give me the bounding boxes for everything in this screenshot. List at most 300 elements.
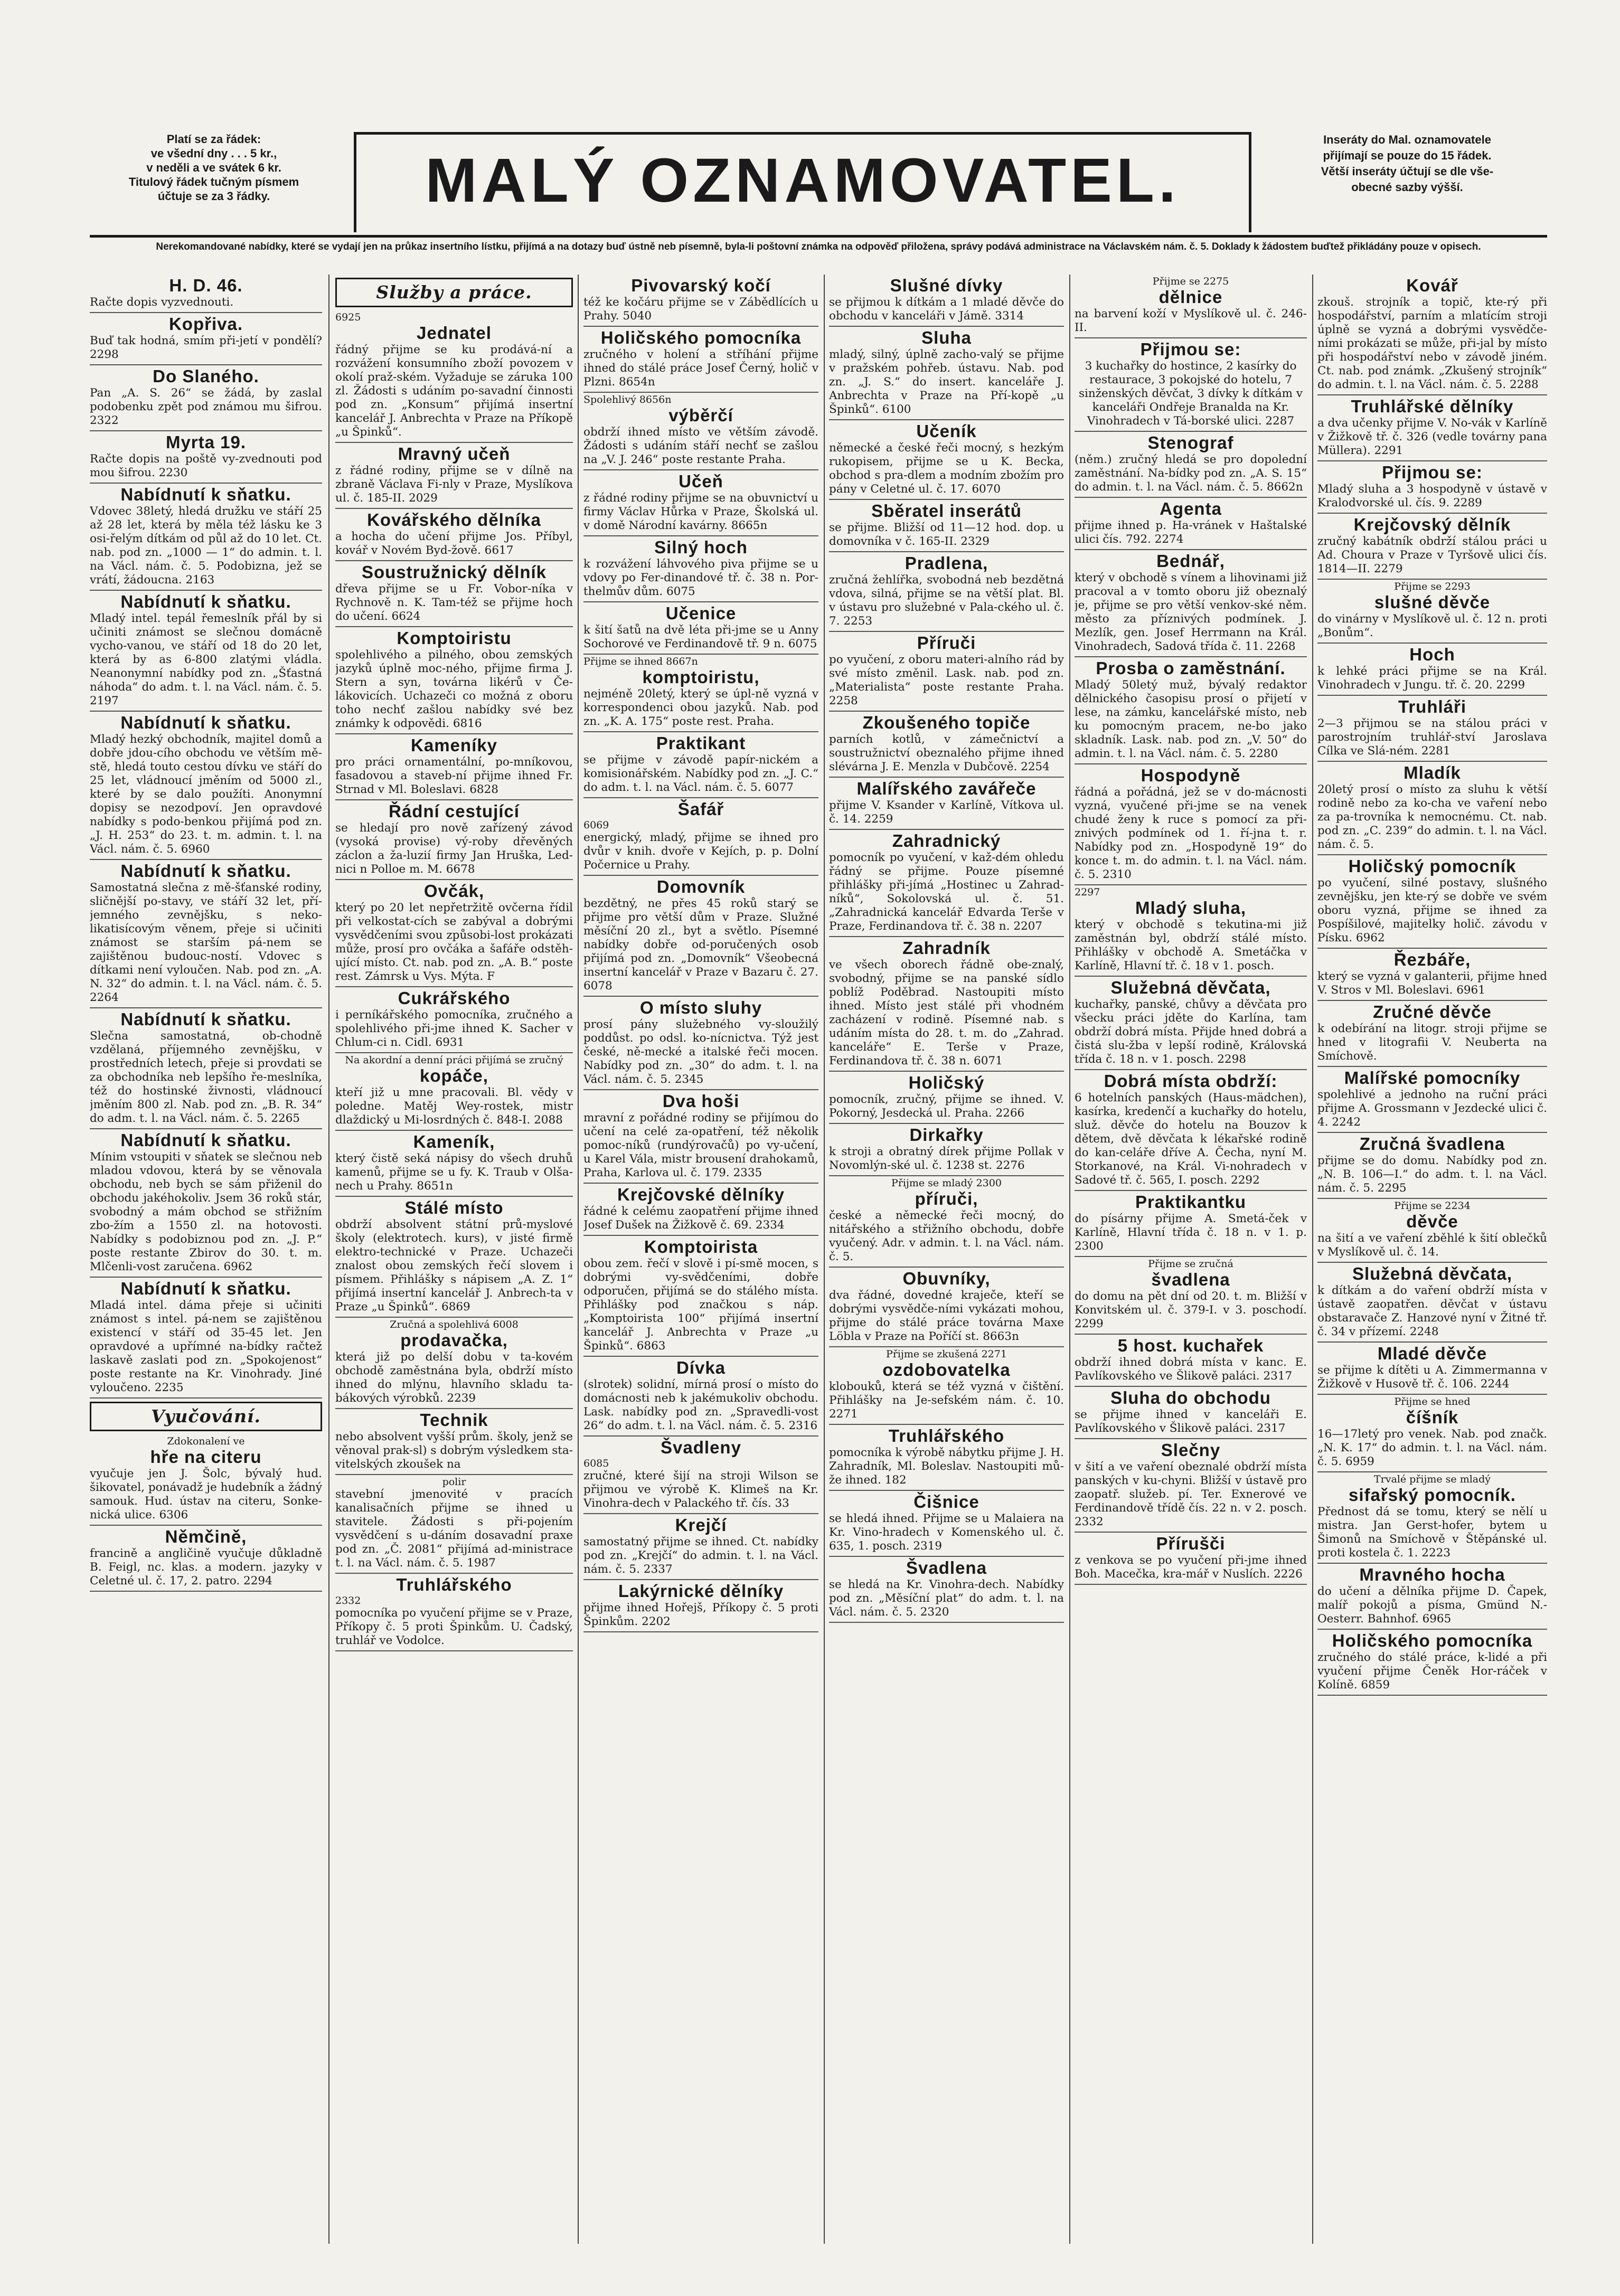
ad-pretext: Přijme se zručná	[1148, 1258, 1233, 1270]
column-3	[583, 275, 818, 2244]
ad-heading: Kameník,	[413, 1132, 495, 1151]
ad-text: se přijme ihned v kanceláři E. Pavlíkovského v Šlikově paláci. 2317	[1075, 1408, 1307, 1435]
ad-heading: Čišnice	[913, 1492, 979, 1511]
ad-text: se hledají pro nově zařízený závod (vysoká provise) vý-roby dřevěných záclon a ža-luzií firmy Jan Hruška, Led-nici n Polloe m. M. 6678	[335, 821, 573, 876]
classified-ad	[829, 552, 1064, 632]
ad-heading: Praktikantku	[1135, 1192, 1247, 1212]
classified-ad	[335, 734, 573, 800]
ad-heading: Přijmou se:	[1140, 339, 1241, 359]
ad-heading: Mladé děvče	[1377, 1344, 1487, 1363]
ad-heading: Krejčovské dělníky	[617, 1185, 785, 1204]
ad-heading: Praktikant	[656, 733, 746, 753]
classified-ad	[335, 987, 573, 1053]
classified-ad	[829, 275, 1064, 327]
ad-heading: Nabídnutí k sňatku.	[120, 1009, 291, 1029]
ad-heading: Truhlářské dělníky	[1351, 396, 1514, 416]
ad-heading: sifařský pomocník.	[1349, 1485, 1516, 1505]
ad-heading: Zkoušeného topiče	[862, 713, 1031, 732]
ad-text: bezdětný, ne přes 45 roků starý se přijme pro větší dům v Praze. Služné měsíční 20 zl., byt a světlo. Písemné nabídky dobře od-poručených osob přijímá pod zn. „Domovník“ Všeobecná insertní kancelář v Praze v Bazaru č. 27. 6078	[583, 897, 818, 993]
ad-heading: Malířské pomocníky	[1344, 1068, 1521, 1088]
ad-text: Buď tak hodná, smím při-jetí v pondělí? 2298	[90, 334, 322, 361]
classified-ad	[829, 1425, 1064, 1491]
ad-heading: Slečny	[1161, 1440, 1221, 1460]
ad-text: zručné, které šijí na stroji Wilson se přijmou ve výrobě K. Klimeš na Kr. Vinohra-dech v Palackého tř. čís. 33	[583, 1469, 818, 1510]
ad-text: parních kotlů, v zámečnictví a soustružnictví obeznalého přijme ihned slévárna J. E. Menzla v Dubčově. 2254	[829, 733, 1064, 773]
ad-heading: švadlena	[1151, 1270, 1230, 1289]
classified-ad	[1317, 1263, 1547, 1343]
ad-text: přijme se do domu. Nabídky pod zn. „N. B. 106—I.“ do adm. t. l. na Václ. nám. č. 5. 2295	[1317, 1154, 1547, 1195]
classified-ad	[829, 1268, 1064, 1347]
ad-heading: Slušné dívky	[890, 276, 1003, 295]
ad-heading: Lakýrnické dělníky	[618, 1581, 784, 1601]
classified-ad	[583, 732, 818, 798]
ad-text: dva řádné, dovedné kraječe, kteří se dobrými vysvědče-ními vykázati mohou, přijme do stálé práce továrna Maxe Löbla v Praze na Poříčí st. 8663n	[829, 1289, 1064, 1343]
ad-text: též ke kočáru přijme se v Zábědlících u Prahy. 5040	[583, 296, 818, 323]
ad-text: pomocníka po vyučení přijme se v Praze, Příkopy č. 5 proti Špinkům. U. Čadský, truhlář ve Vodolce.	[335, 1607, 573, 1647]
classified-ad	[90, 860, 322, 1008]
ad-text: Samostatná slečna z mě-šťanské rodiny, sličnější po-stavy, ve stáří 32 let, pří-jemného zevnějšku, s neko-likatisícovým věnem, přeje si učiniti známost se starším pá-nem se zajištěnou budouc-ností. Vdovec s dítkami není vyloučen. Nab. pod zn. „A. N. 32“ do admin. t. l. na Václ. nám. č. 5. 2264	[90, 881, 322, 1004]
ad-heading: Technik	[420, 1410, 488, 1430]
ad-heading: Truhláři	[1398, 697, 1467, 716]
ad-heading: kopáče,	[420, 1066, 488, 1085]
ad-text: 3 kuchařky do hostince, 2 kasírky do restaurace, 3 pokojské do hotelu, 7 sinženských děvčat, 3 dívky k dítkám v kanceláři Ondřeje Branalda na Kr. Vinohradech v Tá-borské ulici. 2287	[1078, 360, 1303, 428]
ad-text: nebo absolvent vyšší prům. školy, jenž se věnoval prak-sl) s dobrým výsledkem sta-vitelských zkoušek na	[335, 1430, 573, 1471]
ad-heading: Krejčovský dělník	[1353, 515, 1511, 534]
classified-ad	[829, 1491, 1064, 1557]
classified-ad	[1317, 1472, 1547, 1564]
ad-heading: Přírušči	[1156, 1534, 1226, 1553]
classified-ad	[583, 1090, 818, 1184]
ad-heading: Stenograf	[1147, 433, 1234, 452]
ad-text: (něm.) zručný hledá se pro dopolední zaměstnání. Na-bídky pod zn. „A. S. 15“ do admin. t. l. na Václ. nám. č. 5. 8662n	[1075, 453, 1307, 494]
classified-ad	[335, 509, 573, 561]
ad-text: zručný kabátník obdrží stálou práci u Ad. Choura v Praze v Tyršově ulici čís. 1814—II. 2279	[1317, 535, 1547, 575]
classified-ad	[335, 627, 573, 734]
ad-heading: Malířského zavářeče	[856, 779, 1037, 798]
ad-heading: O místo sluhy	[639, 998, 762, 1017]
ad-heading: Šafář	[677, 799, 724, 819]
ad-number: 2297	[1075, 886, 1100, 898]
ad-heading: Nabídnutí k sňatku.	[120, 861, 291, 881]
ad-heading: Bednář,	[1156, 551, 1225, 571]
ad-heading: Pradlena,	[905, 553, 988, 573]
ad-text: k odebírání na litogr. stroji přijme se hned v litografii V. Neuberta na Smíchově.	[1317, 1022, 1547, 1063]
classified-ad	[829, 778, 1064, 830]
classified-ad	[1317, 949, 1547, 1001]
ad-text: Slečna samostatná, ob-chodně vzdělaná, příjemného zevnějšku, v prostředních letech, přeje si provdati se za obchodníka neb lepšího ře-meslníka, též do hostinské živnosti, vládnoucí jměním 800 zl. Nab. pod zn. „B. R. 34“ do adm. t. l. na Václ. nám. č. 5. 2265	[90, 1029, 322, 1125]
classified-ad	[1075, 1191, 1307, 1257]
ad-text: která již po delší dobu v ta-kovém obchodě zaměstnána byla, obdrží místo ihned do mlýnu, hlavního skladu ta-bákových výrobků. 2239	[335, 1350, 573, 1405]
ad-heading: Truhlářského	[888, 1426, 1005, 1445]
ad-text: pomocník po vyučení, v kaž-dém ohledu řádný se přijme. Pouze písemné přihlášky při-jímá „Hostinec u Zahrad-níků“, Sokolovská ul. č. 51. „Zahradnická kancelář Edvarda Terše v Praze, Ferdinandova tř. č. 38 n. 2207	[829, 851, 1064, 933]
classified-ad	[335, 1131, 573, 1197]
classified-ad	[583, 602, 818, 655]
newspaper-page	[58, 100, 1568, 2260]
ad-heading: Do Slaného.	[153, 366, 259, 386]
classified-ad	[1317, 514, 1547, 580]
classified-ad	[1317, 1067, 1547, 1133]
ad-text: k dítkám a do vaření obdrží místa v ústavě zaopatřen. děvčat v ústavu obstaravače Z. Hanzové nyní v Žitné tř. č. 34 v přízemí. 2248	[1317, 1284, 1547, 1338]
ad-text: který se vyzná v galanterii, přijme hned V. Stros v Ml. Boleslavi. 6961	[1317, 970, 1547, 997]
ad-text: se přijme v závodě papír-nickém a komisionářském. Nabídky pod zn. „J. C.“ do adm. t. l. na Václ. nám. č. 5. 6077	[583, 753, 818, 794]
ad-text: po vyučení, silné postavy, slušného zevnějšku, jen kte-rý se dobře ve svém oboru vyzná, přijme se ihned za Pospíšilové, majitelky holič. závodu v Písku. 6962	[1317, 876, 1547, 944]
ad-text: 16—17letý pro venek. Nab. pod značk. „N. K. 17“ do admin. t. l. na Václ. nám. č. 5. 6959	[1317, 1428, 1547, 1468]
ad-heading: Kopřiva.	[168, 314, 243, 334]
ad-text: 6 hotelních panských (Haus-mädchen), kasírka, kredenčí a kuchařky do hotelu, služ. děvče do hotelu na Bouzov k dětem, dvě děvčata k lékařské rodině do kan-celáře dříve A. Čecha, nyní M. Storkanové, na Král. Vi-nohradech v Sadové tř. č. 565, I. posch. 2292	[1075, 1091, 1307, 1187]
classified-ad	[90, 275, 322, 313]
ad-heading: Švadlena	[906, 1558, 987, 1577]
ad-text: řádné k celému zaopatření přijme ihned Josef Dušek na Žižkově č. 69. 2334	[583, 1205, 818, 1232]
ad-heading: Truhlářského	[396, 1575, 512, 1594]
ad-heading: Agenta	[1160, 499, 1222, 518]
classified-ad	[829, 1176, 1064, 1268]
classified-ad	[583, 876, 818, 997]
classified-ad	[1317, 275, 1547, 395]
ad-heading: Stálé místo	[404, 1198, 504, 1217]
ad-text: stavební jmenovité v pracích kanalisačních přijme se ihned u stavitele. Žádosti s při-pojením vysvědčení s u-dáním dosavadní praxe pod zn. „Č. 2081“ přijímá ad-ministrace t. l. na Václ. nám. č. 5. 1987	[335, 1488, 573, 1570]
ad-text: francině a angličině vyučuje důkladně B. Feigl, nc. klas. a modern. jazyky v Celetné ul. č. 17, 2. patro. 2294	[90, 1547, 322, 1588]
ad-heading: Hoch	[1409, 645, 1455, 664]
section-heading-services: Služby a práce.	[335, 278, 573, 307]
classified-ad	[1317, 1395, 1547, 1472]
ad-heading: Mravného hocha	[1359, 1565, 1505, 1584]
column-5	[1075, 275, 1307, 2244]
classified-ad	[1317, 1133, 1547, 1199]
ad-text: k rozvážení láhvového piva přijme se u vdovy po Fer-dinandové tř. č. 38 n. Por-thelmův dům. 6075	[583, 558, 818, 598]
ad-heading: H. D. 46.	[169, 276, 243, 295]
ad-text: obdrží ihned místo ve větším závodě. Žádosti s udáním stáří nechť se zašlou na „V. J. 246“ poste restante Praha.	[583, 426, 818, 466]
classified-ad	[829, 1557, 1064, 1623]
classified-ad	[829, 1347, 1064, 1425]
classified-ad	[1317, 1343, 1547, 1395]
classified-ad	[90, 591, 322, 712]
ad-pretext: Spolehlivý 8656n	[583, 394, 672, 405]
ad-text: přijme ihned Hořejš, Příkopy č. 5 proti Špinkům. 2202	[583, 1601, 818, 1628]
page-title: MALÝ OZNAMOVATEL.	[354, 132, 1251, 232]
classified-ad	[90, 365, 322, 431]
ad-pretext: Na akordní a denní práci přijímá se zručný	[345, 1054, 563, 1066]
ad-heading: číšník	[1406, 1407, 1459, 1427]
ad-heading: Švadleny	[661, 1438, 741, 1457]
ad-heading: komptoiristu,	[642, 667, 760, 687]
ad-text: řádná a pořádná, jež se v do-mácnosti vyzná, vyučené při-jme se na venek chudé ženy k ruce s pomocí za při-znivých podmínek od 1. ří-jna t. r. Nabídky pod zn. „Hospodyně 19“ do konce t. m. do admin. t. l. na Václ. nám. č. 5. 2310	[1075, 786, 1307, 881]
classified-ad	[1075, 275, 1307, 338]
classified-ad	[583, 798, 818, 876]
ad-heading: Kameníky	[411, 735, 497, 755]
ad-heading: Jednatel	[417, 323, 492, 343]
ad-text: k stroji a obratný dírek přijme Pollak v Novomlýn-ské ul. č. 1238 st. 2276	[829, 1145, 1064, 1172]
ad-text: pomocníka k výrobě nábytku přijme J. H. Zahradník, Ml. Boleslav. Nastoupiti mů-že ihned. 182	[829, 1446, 1064, 1487]
ad-text: obdrží ihned dobrá místa v kanc. E. Pavlíkovského ve Šlikově paláci. 2317	[1075, 1356, 1307, 1383]
ad-text: Mladá intel. dáma přeje si učiniti známost s intel. pá-nem se zajištěnou existencí v stáří od 35-45 let. Jen opravdové a upřímné na-bídky račtež laskavě zaslati pod zn. „Spokojenost“ poste restante na Kr. Vinohrady. Jiné vyloučeno. 2235	[90, 1299, 322, 1394]
ad-heading: Myrta 19.	[165, 432, 247, 452]
ad-number: 2332	[335, 1595, 361, 1607]
classified-ad	[583, 327, 818, 393]
ad-text: Přednost dá se tomu, který se nělí u mistra. Jan Gerst-hofer, bytem u Šimonů na Smíchově v Štěpánské ul. proti kostela č. 1. 2223	[1317, 1505, 1547, 1560]
classified-ad	[583, 1514, 818, 1580]
ad-pretext: Přijme se ihned 8667n	[583, 656, 698, 667]
column-6	[1317, 275, 1547, 2244]
classified-ad	[829, 937, 1064, 1072]
ad-heading: příruči,	[915, 1189, 978, 1208]
classified-ad	[335, 443, 573, 509]
ad-text: mladý, silný, úplně zacho-valý se přijme v pražském pohřeb. ústavu. Nab. pod zn. „J. S.“ do insert. kanceláře J. Anbrechta v Praze na Pří-kopě „u Špinků“. 6100	[829, 348, 1064, 416]
column-2	[335, 275, 573, 2244]
ad-text: pomocník, zručný, přijme se ihned. V. Pokorný, Jesdecká ul. Praha. 2266	[829, 1093, 1064, 1120]
ad-text: Račte dopis na poště vy-zvednouti pod mou šifrou. 2230	[90, 452, 322, 479]
ad-text: vyučuje jen J. Šolc, bývalý hud. šikovatel, ponávadž je hudebník a žádný samouk. Hud. ústav na citeru, Sonke-nická ulice. 6306	[90, 1467, 322, 1522]
classified-ad	[583, 470, 818, 536]
ad-heading: Silný hoch	[654, 537, 748, 557]
ad-heading: Dirkařky	[909, 1125, 984, 1145]
ad-text: se hledá ihned. Přijme se u Malaiera na Kr. Vino-hradech v Komenského ul. č. 635, 1. posch. 2319	[829, 1512, 1064, 1553]
ad-heading: Dobrá místa obdrží:	[1104, 1071, 1278, 1091]
classified-ad	[829, 632, 1064, 712]
ad-pretext: Zručná a spolehlivá 6008	[390, 1319, 519, 1330]
ad-heading: Sluha do obchodu	[1110, 1388, 1271, 1407]
classified-ad	[1317, 461, 1547, 514]
insertion-rules-box: Inseráty do Mal. oznamovatele přijímají se pouze do 15 řádek. Větší inseráty účtují se dle vše- obecné sazby výšší.	[1321, 133, 1494, 194]
classified-ad	[1317, 762, 1547, 855]
ad-text: z řádné rodiny, přijme se v dílně na zbraně Václava Fi-nly v Praze, Myslíkova ul. č. 185-II. 2029	[335, 464, 573, 505]
section-heading-teaching: Vyučování.	[90, 1402, 322, 1431]
ad-text: na šití a ve vaření zběhlé k šití oblečků v Myslíkově ul. č. 14.	[1317, 1232, 1547, 1259]
ad-text: a dva učenky přijme V. No-vák v Karlíně v Žižkově tř. č. 326 (vedle továrny pana Müllera). 2291	[1317, 417, 1547, 457]
classified-ad	[829, 1072, 1064, 1124]
ad-text: prosí pány služebného vy-sloužilý poddůst. po odsl. ko-nícnictva. Týž jest české, ně-mecké a italské řeči mocen. Nabídky pod zn. „30“ do adm. t. l. na Václ. nám. č. 5. 2345	[583, 1018, 818, 1086]
price-box: Platí se za řádek: ve všední dny . . . 5 kr., v neděli a ve svátek 6 kr. Titulový řádek tučným písmem účtuje se za 3 řádky.	[128, 133, 299, 203]
classified-ad	[90, 1434, 322, 1526]
ad-heading: děvče	[1406, 1212, 1458, 1231]
ad-text: do vinárny v Myslíkově ul. č. 12 n. proti „Bonům“.	[1317, 612, 1547, 639]
classified-ad	[335, 1574, 573, 1651]
classified-ad	[1075, 764, 1307, 885]
ad-text: mravní z pořádné rodiny se přijímou do učení na celé za-opatření, též několik pomoc-níků (rundýrovačů) po vy-učení, u Karel Vála, mistr brousení drahokamů, Praha, Karlova ul. č. 179. 2335	[583, 1111, 818, 1179]
classified-ad	[583, 655, 818, 732]
ad-pretext: Přijme se hned	[1394, 1396, 1471, 1407]
ad-text: a hocha do učení přijme Jos. Příbyl, kovář v Novém Byd-žově. 6617	[335, 530, 573, 557]
ad-number: 6085	[583, 1458, 609, 1469]
ad-heading: Prosba o zaměstnání.	[1096, 658, 1286, 678]
ad-text: v šití a ve vaření obeznalé obdrží místa panských v ku-chyni. Bližší v ústavě pro zaopatř. služeb. pí. Ter. Exnerové ve Ferdinandově třídě čís. 22 n. v 2. posch. 2332	[1075, 1460, 1307, 1528]
masthead	[90, 132, 1547, 232]
classified-ad	[583, 1184, 818, 1236]
ad-heading: Holičský pomocník	[1348, 856, 1517, 876]
ad-heading: Komptoirista	[644, 1237, 758, 1256]
ad-text: Račte dopis vyzvednouti.	[90, 296, 234, 309]
ad-pretext: Přijme se 2293	[1394, 581, 1471, 592]
classified-ad	[583, 1580, 818, 1632]
ad-text: z venkova se po vyučení při-jme ihned Boh. Macečka, kra-mář v Nuslích. 2226	[1075, 1554, 1307, 1581]
ad-text: přijme ihned p. Ha-vránek v Haštalské ulici čís. 792. 2274	[1075, 519, 1307, 546]
ad-heading: prodavačka,	[400, 1330, 508, 1350]
classified-ad	[1075, 657, 1307, 764]
column-divider	[328, 275, 329, 2244]
ad-text: dřeva přijme se u Fr. Vobor-níka v Rychnově n. K. Tam-též se přijme hoch do učení. 6624	[335, 582, 573, 623]
ad-heading: Mravný učeň	[398, 444, 511, 464]
ad-text: kteří již u mne pracovali. Bl. vědy v poledne. Matěj Wey-rostek, mistr dlaždický u Mi-losrdných č. 848-I. 2088	[335, 1086, 573, 1127]
ad-heading: Hospodyně	[1141, 766, 1241, 785]
ad-heading: Holičského pomocníka	[1332, 1631, 1533, 1650]
column-divider	[824, 275, 825, 2244]
ad-text: české a německé řeči mocný, do nitářského a střižního obchodu, dobře vyučený. Adr. v admin. t. l. na Václ. nám. č. 5.	[829, 1209, 1064, 1263]
classified-ad	[583, 997, 818, 1090]
ad-text: z řádné rodiny přijme se na obuvnictví u firmy Václav Hůrka v Praze, Školská ul. v domě Národní kavárny. 8665n	[583, 492, 818, 532]
classified-ad	[1075, 498, 1307, 550]
classified-ad	[1317, 855, 1547, 949]
classified-ad	[1317, 1564, 1547, 1630]
classified-ad	[1317, 395, 1547, 461]
ad-pretext: Přijme se zkušená 2271	[886, 1348, 1007, 1360]
ad-heading: Kovář	[1406, 276, 1458, 295]
classified-ad	[335, 800, 573, 880]
classified-ad	[90, 1278, 322, 1399]
ad-heading: Mladík	[1404, 763, 1461, 782]
ad-text: 2—3 přijmou se na stálou práci v parostrojním truhlář-ství Jaroslava Cílka ve Slá-ném. 2281	[1317, 717, 1547, 758]
ad-number: 6069	[583, 819, 609, 831]
ad-text: německé a české řeči mocný, s hezkým rukopisem, přijme se u K. Becka, obchod s pra-dlem a modním zbožím pro pány v Celetné ul. č. 17. 6070	[829, 441, 1064, 496]
classified-ad	[1075, 1439, 1307, 1533]
classified-ad	[1075, 338, 1307, 432]
ad-heading: Holičský	[908, 1073, 985, 1092]
ad-text: spolehlivého a pilného, obou zemských jazyků úplně moc-ného, přijme firma J. Stern a syn, továrna likérů v Če-lákovicích. Uchazeči co možná z oboru toho nechť zašlou nabídky své bez známky k odpovědi. 6816	[335, 648, 573, 730]
classified-ad	[1317, 1630, 1547, 1696]
classified-ad	[583, 1437, 818, 1514]
ad-text: se přijmou k dítkám a 1 mladé děvče do obchodu v kanceláři v Jámě. 3314	[829, 296, 1064, 323]
ad-text: do domu na pět dní od 20. t. m. Bližší v Konvitském ul. č. 379-I. v 3. poschodí. 2299	[1075, 1290, 1307, 1330]
classified-ad	[1075, 550, 1307, 657]
classified-ad	[1075, 1533, 1307, 1585]
ad-heading: Holičského pomocníka	[600, 328, 802, 347]
ad-heading: Pivovarský kočí	[631, 276, 771, 295]
ad-heading: Sběratel inserátů	[871, 501, 1022, 521]
ad-text: zručného do stálé práce, k-lidé a při vyučení přijme Čeněk Hor-ráček v Kolíně. 6859	[1317, 1651, 1547, 1692]
column-1	[90, 275, 322, 2244]
ad-heading: Řezbáře,	[1393, 950, 1471, 969]
ad-pretext: Přijme se mladý 2300	[891, 1177, 1002, 1189]
classified-ad	[829, 500, 1064, 552]
ad-text: (slrotek) solidní, mírná prosí o místo do domácnosti neb k jakémukoliv obchodu. Lask. nabídky pod zn. „Spravedli-vost 26“ do adm. t. l. na Václ. nám. č. 5. 2316	[583, 1378, 818, 1432]
classified-ad	[335, 1318, 573, 1409]
ad-text: na barvení koží v Myslíkově ul. č. 246-II.	[1075, 307, 1307, 334]
classified-ad	[829, 420, 1064, 500]
classified-ad	[335, 310, 573, 443]
classified-ad	[829, 712, 1064, 778]
ad-text: klobouků, která se též vyzná v čištění. Přihlášky na Je-sefském nám. č. 10. 2271	[829, 1380, 1064, 1421]
ad-text: i perníkářského pomocníka, zručného a spolehlivého při-jme ihned K. Sacher v Chlum-ci n. Cidl. 6931	[335, 1008, 573, 1049]
classified-ad	[1075, 1070, 1307, 1191]
ad-text: obou zem. řečí v slově i pí-smě mocen, s dobrými vy-svědčeními, dobře odporučen, přijímá se do stálého místa. Přihlášky pod značkou s náp. „Komptoirista 100“ přijímá insertní kancelář J. Anbrechta v Praze „u Špinků“. 6863	[583, 1257, 818, 1353]
classified-ad	[1317, 644, 1547, 696]
ad-heading: Nabídnutí k sňatku.	[120, 485, 291, 504]
ad-heading: Řádní cestující	[389, 801, 520, 821]
ad-heading: Nabídnutí k sňatku.	[120, 713, 291, 732]
ad-heading: Učenice	[665, 603, 737, 623]
ad-text: kuchařky, panské, chůvy a děvčata pro všecku práci jděte do Karlína, tam obdrží dobrá místa. Přijde hned dobrá a čistá slu-žba v lepší rodině, Královská třída č. 18 n. v 1. posch. 2298	[1075, 998, 1307, 1066]
classified-ad	[583, 1357, 818, 1437]
ad-text: k šití šatů na dvě léta při-jme se u Anny Sochorové ve Ferdinandově tř. 9 n. 6075	[583, 623, 818, 650]
ad-pretext: Přijme se 2275	[1152, 276, 1229, 287]
column-divider	[578, 275, 579, 2244]
classified-columns	[90, 275, 1547, 2244]
ad-heading: Komptoiristu	[397, 628, 512, 648]
classified-ad	[1317, 580, 1547, 644]
ad-text: přijme V. Ksander v Karlíně, Vítkova ul. č. 14. 2259	[829, 799, 1064, 826]
ad-heading: hře na citeru	[150, 1447, 262, 1467]
classified-ad	[583, 1236, 818, 1357]
classified-ad	[90, 712, 322, 860]
ad-text: který po 20 let nepřetržitě ovčerna řídil při velkostat-cích se zabýval a dobrými vysvědčeními svou způsobi-lost prokázati může, prosí pro ovčáka a šafáře odstěh-ující místo. Ct. nab. pod zn. „A. B.“ poste rest. Zámrsk u Vys. Mýta. F	[335, 901, 573, 983]
column-divider	[1069, 275, 1070, 2244]
ad-text: řádný přijme se ku prodává-ní a rozvážení konsumního zboží povozem v okolí praž-ském. Vyžaduje se záruka 100 zl. Žádosti s udáním po-savadní činnosti pod zn. „Konsum“ přijímá insertní kancelář J. Anbrechta v Praze na Příkopě „u Špinků“.	[335, 343, 573, 439]
ad-heading: Dívka	[676, 1358, 726, 1377]
classified-ad	[583, 393, 818, 470]
ad-heading: slušné děvče	[1374, 592, 1491, 612]
column-4	[829, 275, 1064, 2244]
classified-ad	[90, 1526, 322, 1592]
classified-ad	[90, 1008, 322, 1129]
classified-ad	[1075, 977, 1307, 1070]
ad-pretext: polir	[442, 1476, 466, 1488]
ad-text: Mladý intel. tepál řemeslník přál by si učiniti známost se slečnou domácně vycho-vanou, ve stáří od 18 do 20 let, která by as 6-800 zlatými vládla. Neanonymní nabídky pod zn. „Šťastná náhoda“ do adm. t. l. na Václ. nám. č. 5. 2197	[90, 612, 322, 707]
ad-heading: Němčině,	[165, 1527, 247, 1546]
ad-heading: Nabídnutí k sňatku.	[120, 592, 291, 611]
classified-ad	[1317, 696, 1547, 762]
ad-heading: Ovčák,	[423, 881, 485, 901]
ad-heading: Cukrářského	[398, 988, 511, 1008]
ad-text: nejméně 20letý, který se úpl-ně vyzná v korrespondenci obou jazyků. Nab. pod zn. „K. A. 175“ poste rest. Praha.	[583, 687, 818, 728]
ad-heading: Zručná švadlena	[1359, 1134, 1505, 1154]
classified-ad	[583, 536, 818, 602]
classified-ad	[335, 561, 573, 627]
ad-heading: Domovník	[656, 877, 746, 896]
ad-heading: Dva hoši	[662, 1091, 740, 1111]
ad-text: Mladý sluha a 3 hospodyně v ústavě v Kralodvorské ul. čís. 9. 2289	[1317, 483, 1547, 509]
ad-text: 20letý prosí o místo za sluhu k větší rodině nebo za ko-cha ve vaření nebo za pa-trovníka k nemocnému. Ct. nab. pod zn. „C. 239“ do admin. t. l. na Václ. nám. č. 5.	[1317, 783, 1547, 851]
ad-text: Pan „A. S. 26“ se žádá, by zaslal podobenku zpět pod známou mu šifrou. 2322	[90, 386, 322, 427]
ad-text: do písárny přijme A. Smetá-ček v Karlíně, Hlavní třída č. 18 n. v 1. p. 2300	[1075, 1212, 1307, 1253]
ad-heading: Přijmou se:	[1382, 462, 1483, 482]
ad-heading: Nabídnutí k sňatku.	[120, 1130, 291, 1150]
ad-text: Mladý hezký obchodník, majitel domů a dobře jdou-cího obchodu ve větším mě-stě, hledá touto cestou dívku ve stáří do 25 let, vládnoucí jměním od 5000 zl., které by se dalo použíti. Anonymní dopisy se nezodpoví. Jen opravdové nabídky s podo-benkou přijímá pod zn. „J. H. 253“ do 23. t. m. admin. t. l. na Václ. nám. č. 5. 6960	[90, 733, 322, 856]
ad-text: který čistě seká nápisy do všech druhů kamenů, přijme se u fy. K. Traub v Olša-nech u Prahy. 8651n	[335, 1152, 573, 1193]
ad-text: do učení a dělníka přijme D. Čapek, malíř pokojů a písma, Gmünd N.-Oesterr. Bahnhof. 6965	[1317, 1585, 1547, 1626]
ad-text: energický, mladý, přijme se ihned pro dvůr v knih. dvoře v Kejích, p. p. Dolní Počernice u Prahy.	[583, 831, 818, 872]
classified-ad	[1317, 1001, 1547, 1067]
classified-ad	[1075, 1335, 1307, 1387]
ad-heading: Obuvníky,	[902, 1269, 991, 1288]
ad-heading: Učeň	[679, 471, 723, 491]
classified-ad	[829, 327, 1064, 420]
ad-heading: Zahradnický	[892, 831, 1001, 851]
ad-pretext: Zdokonalení ve	[167, 1435, 245, 1447]
ad-heading: Soustružnický dělník	[361, 562, 547, 582]
ad-text: pro práci ornamentální, po-mníkovou, fasadovou a staveb-ní přijme ihned Fr. Strnad v Ml. Boleslavi. 6828	[335, 755, 573, 796]
ad-heading: Nabídnutí k sňatku.	[120, 1279, 291, 1298]
classified-ad	[90, 431, 322, 484]
classified-ad	[335, 1475, 573, 1574]
ad-heading: Služebná děvčata,	[1110, 978, 1271, 997]
ad-heading: Sluha	[921, 328, 972, 347]
classified-ad	[583, 275, 818, 327]
ad-heading: dělnice	[1159, 287, 1223, 307]
classified-ad	[90, 484, 322, 591]
classified-ad	[1317, 1199, 1547, 1263]
ad-heading: Zahradník	[902, 938, 991, 958]
ad-text: samostatný přijme se ihned. Ct. nabídky pod zn. „Krejčí“ do admin. t. l. na Václ. nám. č. 5. 2337	[583, 1535, 818, 1576]
ad-text: zkouš. strojník a topič, kte-rý při hospodářství, parním a mlatícím stroji úplně se vyzná a dobrými vysvědče-ními prokázati se může, při-jal by místo při hospodářství nebo v závodě jiném. Ct. nab. pod známk. „Zkušený strojník“ do admin. t. l. na Václ. nám. č. 5. 2288	[1317, 296, 1547, 391]
ad-text: Mladý 50letý muž, bývalý redaktor dělnického časopisu prosí o přijetí v lese, na zámku, kancelářské místo, neb ku pomocným pracem, ne-bo jako skladník. Lask. nab. pod zn. „V. 50“ do admin. t. l. na Václ. nám. č. 5. 2280	[1075, 678, 1307, 760]
